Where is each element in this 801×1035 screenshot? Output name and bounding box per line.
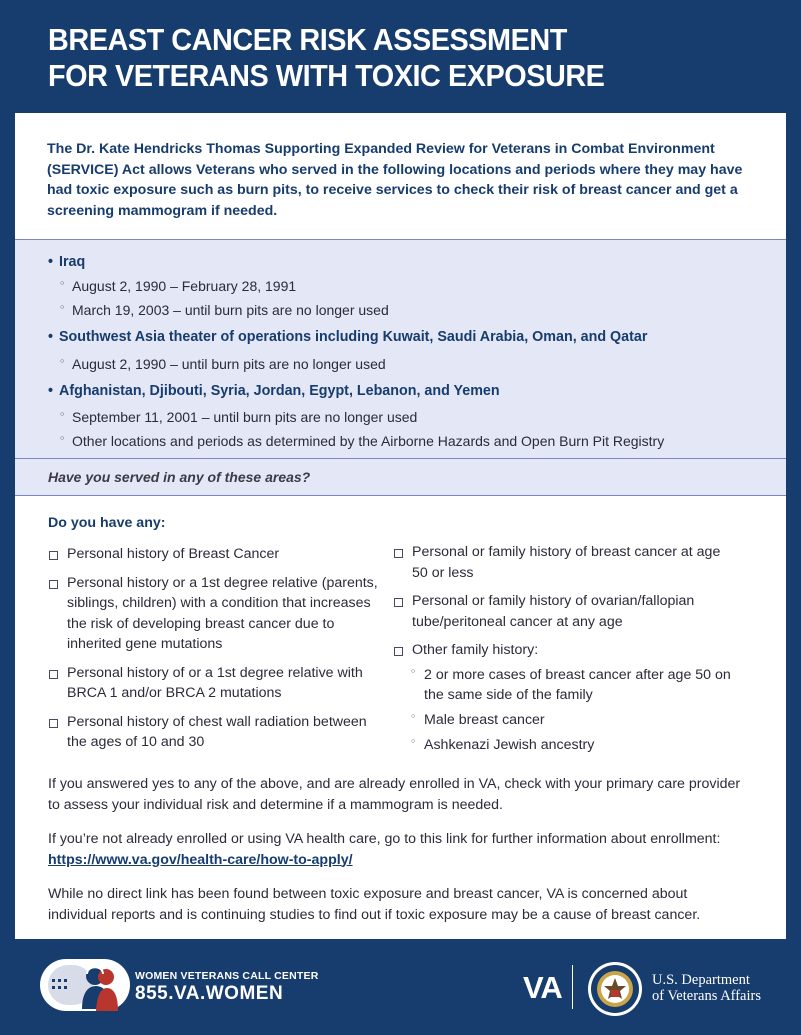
period-item: ○ September 11, 2001 – until burn pits are no longer used: [48, 408, 756, 426]
period-item: ○ August 2, 1990 – February 28, 1991: [48, 277, 756, 295]
title-line-1: BREAST CANCER RISK ASSESSMENT: [48, 22, 567, 57]
risk-item-label: Personal history of or a 1st degree relative with BRCA 1 and/or BRCA 2 mutations: [67, 664, 363, 701]
risk-checkbox-item[interactable]: [393, 542, 733, 583]
page-title: [48, 22, 734, 94]
guidance-paragraph-enrollment: [48, 829, 748, 870]
va-logo: VA: [523, 970, 562, 1005]
enrollment-link[interactable]: https://www.va.gov/health-care/how-to-apply/: [48, 851, 353, 868]
risk-column-left: [48, 544, 378, 761]
risk-item-label: Other family history:: [412, 642, 539, 658]
risk-title: Do you have any:: [48, 515, 166, 531]
risk-item-label: Personal history of chest wall radiation between the ages of 10 and 30: [67, 713, 367, 750]
checkbox-icon[interactable]: [49, 670, 58, 679]
intro-paragraph: The Dr. Kate Hendricks Thomas Supporting Expanded Review for Veterans in Combat Environment (SERVICE) Act allows Veterans who served in the following locations and periods where they may have had toxic exposure such as burn pits, to receive services to check their risk of breast cancer and get a screening mammogram if needed.: [47, 141, 743, 219]
call-center-label: WOMEN VETERANS CALL CENTER: [135, 970, 319, 982]
risk-checkbox-item[interactable]: [48, 712, 378, 753]
risk-checkbox-item[interactable]: [48, 544, 378, 565]
department-line-2: of Veterans Affairs: [652, 988, 761, 1004]
risk-checkbox-item[interactable]: [393, 591, 733, 632]
checkbox-icon[interactable]: [394, 598, 403, 607]
risk-item-label: Personal history or a 1st degree relative (parents, siblings, children) with a condition that increases the risk of developing breast cancer due to inherited gene mutations: [67, 574, 378, 652]
content-panel: [15, 113, 786, 939]
call-center-number: 855.VA.WOMEN: [135, 983, 284, 1004]
service-areas-section: [15, 239, 786, 459]
risk-item-label: Personal or family history of ovarian/fallopian tube/peritoneal cancer at any age: [412, 593, 695, 630]
location-iraq: • Iraq: [48, 253, 756, 271]
family-history-item: ○ Ashkenazi Jewish ancestry: [393, 735, 733, 755]
period-item: ○ August 2, 1990 – until burn pits are no longer used: [48, 355, 756, 373]
period-item: ○ Other locations and periods as determined by the Airborne Hazards and Open Burn Pit Registry: [48, 432, 756, 450]
period-item: ○ March 19, 2003 – until burn pits are no longer used: [48, 301, 756, 319]
footer: [15, 939, 786, 1035]
location-afghanistan-region: • Afghanistan, Djibouti, Syria, Jordan, Egypt, Lebanon, and Yemen: [48, 382, 756, 400]
women-veterans-call-center-logo-icon: [40, 959, 130, 1011]
department-name: [652, 972, 761, 1004]
va-seal-icon: [587, 961, 643, 1017]
risk-column-right: [393, 542, 733, 760]
risk-item-label: Personal or family history of breast cancer at age 50 or less: [412, 544, 721, 581]
enrollment-text: If you’re not already enrolled or using VA health care, go to this link for further information about enrollment:: [48, 831, 721, 847]
department-line-1: U.S. Department: [652, 972, 750, 988]
risk-checkbox-item[interactable]: [48, 663, 378, 704]
title-line-2: FOR VETERANS WITH TOXIC EXPOSURE: [48, 58, 605, 93]
risk-factors-section: [15, 496, 786, 771]
checkbox-icon[interactable]: [394, 647, 403, 656]
risk-checkbox-item[interactable]: [48, 573, 378, 655]
risk-item-label: Personal history of Breast Cancer: [67, 546, 280, 562]
family-history-item: ○ 2 or more cases of breast cancer after age 50 on the same side of the family: [393, 665, 733, 705]
guidance-paragraph-studies: While no direct link has been found between toxic exposure and breast cancer, VA is concerned about individual reports and is continuing studies to find out if toxic exposure may be a cause of breast cancer.: [48, 886, 701, 923]
header-banner: [15, 0, 786, 113]
family-history-item: ○ Male breast cancer: [393, 710, 733, 730]
checkbox-icon[interactable]: [49, 719, 58, 728]
guidance-paragraph-enrolled: If you answered yes to any of the above, and are already enrolled in VA, check with your primary care provider to assess your individual risk and determine if a mammogram is needed.: [48, 776, 741, 813]
checkbox-icon[interactable]: [394, 549, 403, 558]
logo-divider: [572, 965, 573, 1009]
served-question: Have you served in any of these areas?: [15, 459, 786, 496]
location-southwest-asia: • Southwest Asia theater of operations including Kuwait, Saudi Arabia, Oman, and Qatar: [48, 328, 756, 346]
checkbox-icon[interactable]: [49, 580, 58, 589]
risk-checkbox-item[interactable]: [393, 640, 733, 661]
checkbox-icon[interactable]: [49, 551, 58, 560]
